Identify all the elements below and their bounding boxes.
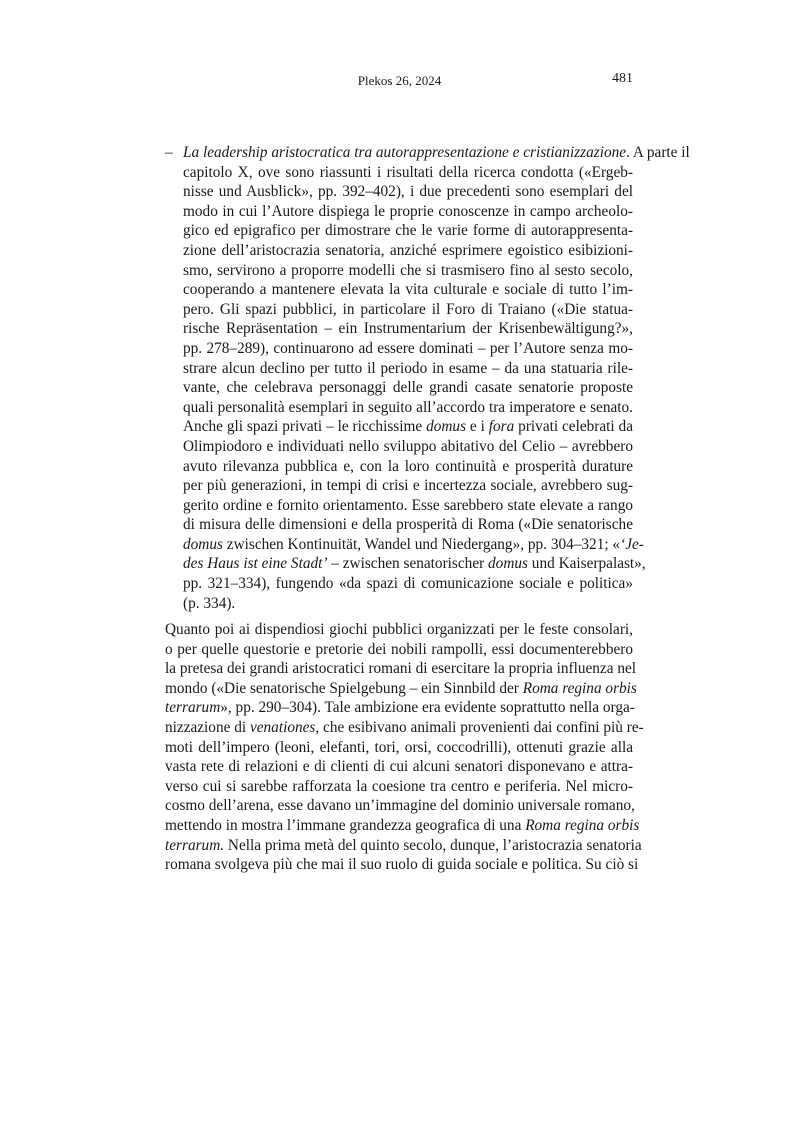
text-run: Olimpiodoro e individuati nello sviluppo abitativo del Celio – avrebbero: [183, 437, 633, 455]
text-line: [165, 777, 633, 797]
text-line: [165, 679, 637, 699]
italic-text: fora: [488, 418, 515, 436]
text-run: », pp. 290–304). Tale ambizione era evidente soprattutto nella orga-: [220, 699, 635, 717]
text-line: [183, 574, 633, 594]
italic-text: domus: [488, 555, 528, 573]
text-run: – zwischen senatorischer: [327, 555, 489, 573]
text-run: rische Repräsentation – ein Instrumentarium der Krisenbewältigung?»,: [183, 320, 633, 338]
list-bullet: –: [165, 144, 173, 161]
text-run: und Kaiserpalast»,: [527, 555, 646, 573]
text-line: [183, 476, 633, 496]
page-number: 481: [612, 71, 633, 86]
text-line: [183, 241, 633, 261]
text-line: [165, 640, 633, 660]
body-paragraph: [165, 620, 644, 875]
text-run: per più generazioni, in tempi di crisi e incertezza sociale, avrebbero sug-: [183, 477, 633, 495]
italic-text: Roma regina orbis: [522, 679, 637, 697]
text-run: gico ed epigrafico per dimostrare che le varie forme di autorappresenta-: [183, 222, 633, 240]
text-run: nizzazione di: [165, 718, 250, 736]
text-line: [183, 496, 633, 516]
text-line: [165, 620, 633, 640]
text-run: capitolo X, ove sono riassunti i risultati della ricerca condotta («Ergeb-: [183, 163, 633, 181]
italic-text: venationes: [249, 718, 316, 736]
text-line: [165, 698, 633, 718]
text-line: [183, 515, 633, 535]
text-line: [165, 718, 644, 738]
italic-text: Roma regina orbis: [525, 816, 640, 834]
italic-text: terrarum.: [165, 836, 225, 854]
text-run: pp. 321–334), fungendo «da spazi di comunicazione sociale e politica»: [183, 575, 633, 593]
text-line: [165, 836, 642, 856]
text-line: [165, 738, 633, 758]
text-run: zione dell’aristocrazia senatoria, anziché esprimere egoistico esibizioni-: [183, 241, 633, 259]
italic-text: ‘Je-: [620, 535, 644, 553]
text-line: [165, 816, 640, 836]
text-run: quali personalità esemplari in seguito all’accordo tra imperatore e senato.: [183, 398, 633, 416]
running-title: Plekos 26, 2024: [357, 73, 442, 88]
text-run: romana svolgeva più che mai il suo ruolo di guida sociale e politica. Su ciò si: [165, 856, 639, 874]
text-line: [183, 437, 633, 457]
text-line: [183, 339, 633, 359]
text-line: [183, 535, 644, 555]
italic-text: La leadership aristocratica tra autorappresentazione e cristianizzazione: [183, 144, 627, 161]
text-run: pero. Gli spazi pubblici, in particolare il Foro di Traiano («Die statua-: [183, 300, 633, 318]
text-run: Nella prima metà del quinto secolo, dunque, l’aristocrazia senatoria: [224, 836, 642, 854]
text-run: smo, servirono a proporre modelli che si trasmisero fino al sesto secolo,: [183, 261, 633, 279]
text-run: zwischen Kontinuität, Wandel und Niedergang», pp. 304–321; «: [222, 535, 621, 553]
italic-text: domus: [426, 418, 467, 436]
text-run: mondo («Die senatorische Spielgebung – ein Sinnbild der: [165, 679, 523, 697]
text-run: gerito ordine e fornito orientamento. Esse sarebbero state elevate a rango: [183, 496, 633, 514]
text-line: [183, 300, 633, 320]
text-run: e i: [466, 418, 489, 436]
text-line: [183, 457, 633, 477]
text-line: [165, 757, 633, 777]
text-line: [165, 659, 637, 679]
text-run: , che esibivano animali provenienti dai confini più re-: [315, 718, 644, 736]
text-line: [165, 796, 633, 816]
text-line: [183, 594, 633, 614]
italic-text: domus: [183, 535, 223, 553]
text-run: privati celebrati da: [514, 418, 633, 436]
text-run: o per quelle questorie e pretorie dei nobili rampolli, essi documenterebbero: [165, 640, 633, 658]
text-line: [183, 359, 633, 379]
text-line: [183, 182, 633, 202]
text-line: [183, 202, 633, 222]
text-line: [183, 143, 690, 163]
text-line: [183, 319, 633, 339]
text-run: vante, che celebrava personaggi delle grandi casate senatorie proposte: [183, 379, 633, 397]
text-line: [165, 855, 639, 875]
text-run: vasta rete di relazioni e di clienti di cui alcuni senatori disponevano e attra-: [165, 758, 633, 776]
text-line: [183, 280, 633, 300]
text-run: verso cui si sarebbe rafforzata la coesione tra centro e periferia. Nel micro-: [165, 777, 633, 795]
italic-text: terrarum: [165, 699, 221, 717]
text-run: pp. 278–289), continuarono ad essere dominati – per l’Autore senza mo-: [183, 339, 633, 357]
text-run: Anche gli spazi privati – le ricchissime: [183, 418, 427, 436]
text-run: modo in cui l’Autore dispiega le proprie conoscenze in campo archeolo-: [183, 202, 633, 220]
text-run: strare alcun declino per tutto il periodo in esame – da una statuaria rile-: [183, 359, 633, 377]
text-run: di misura delle dimensioni e della prosperità di Roma («Die senatorische: [183, 516, 633, 534]
text-run: la pretesa dei grandi aristocratici romani di esercitare la propria influenza nel: [165, 660, 637, 678]
italic-text: des Haus ist eine Stadt’: [183, 555, 328, 573]
text-line: [183, 163, 633, 183]
text-run: cosmo dell’arena, esse davano un’immagine del dominio universale romano,: [165, 797, 635, 815]
text-run: nisse und Ausblick», pp. 392–402), i due precedenti sono esemplari del: [183, 183, 633, 201]
text-run: cooperando a mantenere elevata la vita culturale e sociale di tutto l’im-: [183, 281, 633, 299]
text-run: moti dell’impero (leoni, elefanti, tori, orsi, coccodrilli), ottenuti grazie alla: [165, 738, 633, 756]
text-run: mettendo in mostra l’immane grandezza geografica di una: [165, 816, 526, 834]
text-line: [183, 398, 633, 418]
text-run: . A parte il: [626, 144, 690, 161]
list-item-text: [183, 143, 690, 613]
text-run: Quanto poi ai dispendiosi giochi pubblici organizzati per le feste consolari,: [165, 621, 633, 638]
text-line: [183, 554, 646, 574]
text-line: [183, 261, 633, 281]
text-line: [183, 221, 633, 241]
text-run: avuto rilevanza pubblica e, con la loro continuità e prosperità durature: [183, 457, 633, 475]
text-run: (p. 334).: [183, 594, 236, 612]
text-line: [183, 417, 633, 437]
text-line: [183, 378, 633, 398]
